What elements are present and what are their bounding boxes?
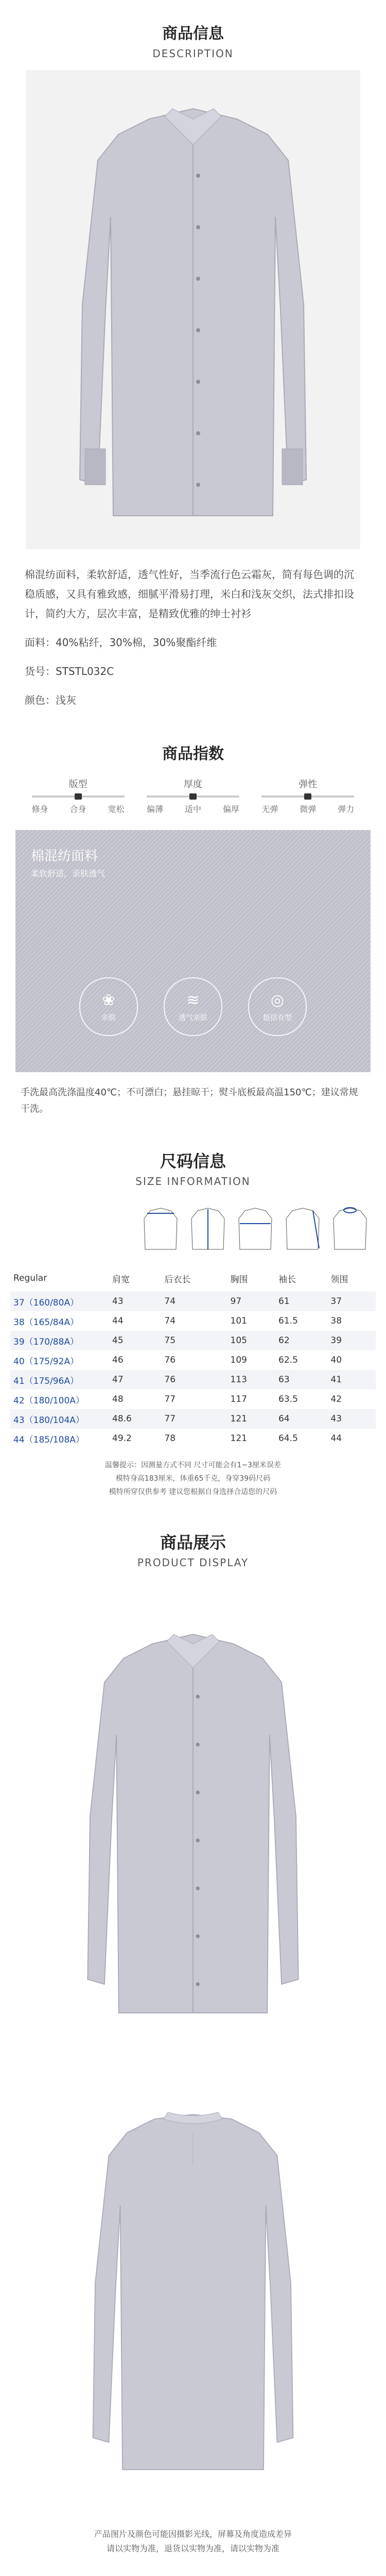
index-options xyxy=(147,803,239,815)
index-marker xyxy=(75,793,82,800)
index-option: 合身 xyxy=(69,804,86,814)
size-header-cell: 胸围 xyxy=(230,1274,248,1285)
index-option: 无弹 xyxy=(261,804,278,814)
index-bar xyxy=(147,795,239,798)
index-options xyxy=(32,803,125,815)
sleeve-measure-icon xyxy=(282,1203,323,1255)
size-value-cell: 76 xyxy=(164,1355,176,1365)
size-label-cell: 44（185/108A） xyxy=(13,1434,84,1445)
fabric-subtitle: 柔软舒适，亲肤透气 xyxy=(31,869,106,878)
shirt-illustration xyxy=(75,1615,311,2027)
indices-title: 商品指数 xyxy=(162,745,224,763)
size-value-cell: 43 xyxy=(327,1409,376,1429)
product-sku: 货号：STSTL032C xyxy=(25,665,114,677)
index-option: 弹力 xyxy=(338,804,355,814)
product-display-title: 商品展示 xyxy=(160,1533,226,1552)
size-value-cell: 62 xyxy=(275,1331,327,1350)
size-value-cell: 64 xyxy=(275,1409,327,1429)
size-label-cell: 41（175/96A） xyxy=(10,1370,109,1389)
size-value-cell: 77 xyxy=(164,1394,176,1404)
size-info-section xyxy=(0,1148,386,1499)
fabric-closeup-image xyxy=(15,830,371,1072)
badge-label: 挺括有型 xyxy=(263,1013,292,1022)
product-display-section xyxy=(0,1530,386,2556)
index-label: 版型 xyxy=(68,779,87,790)
size-info-header xyxy=(0,1148,386,1188)
index-bar xyxy=(32,795,125,798)
size-header-cell: Regular xyxy=(13,1273,47,1283)
index-option: 微弹 xyxy=(300,804,317,814)
display-note-line: 请以实物为准，退货以实物为准，请以实物为准 xyxy=(106,2544,279,2553)
index-option: 偏厚 xyxy=(222,804,239,814)
size-measure-icons xyxy=(0,1188,386,1255)
table-row xyxy=(10,1311,376,1331)
size-value-cell: 63 xyxy=(275,1370,327,1389)
size-value-cell: 105 xyxy=(227,1331,276,1350)
product-info-header xyxy=(0,0,386,60)
shirt-illustration xyxy=(72,88,314,531)
product-info-title: 商品信息 xyxy=(162,25,224,43)
shirt-image-display-front xyxy=(10,1589,376,2053)
size-label-cell: 40（175/92A） xyxy=(13,1356,79,1367)
index-marker xyxy=(304,793,311,800)
size-value-cell: 43 xyxy=(109,1292,161,1311)
table-row xyxy=(10,1370,376,1389)
wind-icon: ≋ 透气亲肤 xyxy=(164,977,222,1036)
size-value-cell: 47 xyxy=(109,1370,161,1389)
size-info-subtitle: SIZE INFORMATION xyxy=(135,1175,251,1188)
size-note-line: 模特所穿仅供参考 建议您根据自身选择合适您的尺码 xyxy=(109,1488,277,1496)
size-value-cell: 75 xyxy=(161,1331,227,1350)
size-value-cell: 121 xyxy=(230,1433,247,1444)
index-marker xyxy=(189,793,197,800)
smooth-icon: ◎ 挺括有型 xyxy=(248,977,307,1036)
display-disclaimer xyxy=(0,2506,386,2556)
size-label-cell: 39（170/88A） xyxy=(10,1331,109,1350)
size-value-cell: 77 xyxy=(161,1409,227,1429)
product-description xyxy=(0,549,386,710)
size-value-cell: 101 xyxy=(230,1316,247,1326)
size-value-cell: 46 xyxy=(112,1355,124,1365)
size-header-cell: 领围 xyxy=(330,1274,348,1285)
product-display-header xyxy=(0,1530,386,1569)
product-info-section xyxy=(0,0,386,710)
size-value-cell: 42 xyxy=(330,1394,342,1404)
shirt-back-illustration xyxy=(80,2092,306,2483)
table-row xyxy=(10,1331,376,1350)
size-value-cell: 63.5 xyxy=(278,1394,298,1404)
indices-row xyxy=(0,764,386,815)
size-header-cell: 袖长 xyxy=(278,1274,296,1285)
index-label: 厚度 xyxy=(183,779,202,790)
size-value-cell: 109 xyxy=(230,1355,247,1365)
size-value-cell: 97 xyxy=(227,1292,276,1311)
size-value-cell: 37 xyxy=(327,1292,376,1311)
index-option: 修身 xyxy=(31,804,48,814)
size-header-cell: 肩宽 xyxy=(112,1274,130,1285)
shirt-image-front xyxy=(26,70,360,549)
index-thickness xyxy=(147,777,239,815)
size-value-cell: 78 xyxy=(164,1433,176,1444)
index-option: 宽松 xyxy=(108,804,125,814)
size-info-title: 尺码信息 xyxy=(160,1151,226,1171)
size-value-cell: 76 xyxy=(161,1370,227,1389)
badge-label: 透气亲肤 xyxy=(179,1013,207,1022)
index-label: 弹性 xyxy=(299,779,318,790)
size-value-cell: 40 xyxy=(330,1355,342,1365)
size-header-cell: 后衣长 xyxy=(164,1274,191,1285)
display-note-line: 产品图片及颜色可能因摄影光线，屏幕及角度造成差异 xyxy=(94,2529,292,2539)
size-table xyxy=(10,1265,376,1448)
size-value-cell: 117 xyxy=(230,1394,247,1404)
size-value-cell: 61.5 xyxy=(278,1316,298,1326)
size-value-cell: 44 xyxy=(330,1433,342,1444)
fabric-badges xyxy=(15,977,371,1036)
fabric-title: 棉混纺面料 xyxy=(31,849,98,864)
table-row xyxy=(10,1350,376,1370)
product-info-subtitle: DESCRIPTION xyxy=(152,47,234,60)
size-value-cell: 41 xyxy=(327,1370,376,1389)
size-label-cell: 37（160/80A） xyxy=(10,1292,109,1311)
size-value-cell: 113 xyxy=(227,1370,276,1389)
shoulder-measure-icon xyxy=(140,1203,181,1255)
size-value-cell: 48 xyxy=(112,1394,124,1404)
index-options xyxy=(261,803,354,815)
size-value-cell: 45 xyxy=(109,1331,161,1350)
size-value-cell: 38 xyxy=(330,1316,342,1326)
product-color: 颜色：浅灰 xyxy=(25,694,76,706)
index-option: 偏薄 xyxy=(146,804,163,814)
size-notes xyxy=(0,1448,386,1499)
size-value-cell: 44 xyxy=(112,1316,124,1326)
size-value-cell: 74 xyxy=(164,1316,176,1326)
shirt-image-display-back xyxy=(10,2069,376,2506)
index-option: 适中 xyxy=(184,804,201,814)
leaf-icon: ❀ 亲肤 xyxy=(79,977,138,1036)
size-note-line: 模特身高183厘米，体重65千克，身穿39码尺码 xyxy=(115,1475,271,1483)
collar-measure-icon xyxy=(329,1203,371,1255)
size-label-cell: 38（165/84A） xyxy=(13,1317,79,1328)
care-instructions: 手洗最高洗涤温度40℃；不可漂白；悬挂晾干；熨斗底板最高温150℃；建议常规干洗。 xyxy=(21,1087,358,1114)
product-indices-section xyxy=(0,741,386,815)
fabric-composition: 面料：40%粘纤，30%棉，30%聚酯纤维 xyxy=(25,636,217,649)
table-row xyxy=(10,1429,376,1448)
badge-label: 亲肤 xyxy=(101,1013,116,1022)
size-value-cell: 121 xyxy=(227,1409,276,1429)
size-value-cell: 61 xyxy=(275,1292,327,1311)
index-bar xyxy=(261,795,354,798)
table-row xyxy=(10,1292,376,1311)
size-value-cell: 48.6 xyxy=(109,1409,161,1429)
size-label-cell: 42（180/100A） xyxy=(13,1395,84,1406)
description-text: 棉混纺面料，柔软舒适，透气性好，当季流行色云霜灰，简有每色调的沉稳质感，又具有雅致感，细腻平滑易打理，米白和浅灰交织，法式排扣设计，简约大方，层次丰富，是精致优雅的绅士衬衫 xyxy=(25,568,354,620)
size-value-cell: 74 xyxy=(161,1292,227,1311)
table-row xyxy=(10,1389,376,1409)
product-display-subtitle: PRODUCT DISPLAY xyxy=(137,1556,249,1569)
index-elasticity xyxy=(261,777,354,815)
size-value-cell: 62.5 xyxy=(278,1355,298,1365)
chest-measure-icon xyxy=(235,1203,276,1255)
index-fit xyxy=(32,777,125,815)
size-value-cell: 49.2 xyxy=(112,1433,132,1444)
size-note-line: 温馨提示：因测量方式不同 尺寸可能会有1~3厘米误差 xyxy=(105,1461,281,1469)
size-value-cell: 39 xyxy=(327,1331,376,1350)
size-label-cell: 43（180/104A） xyxy=(10,1409,109,1429)
length-measure-icon xyxy=(187,1203,229,1255)
size-table-header xyxy=(10,1265,376,1292)
table-row xyxy=(10,1409,376,1429)
size-value-cell: 64.5 xyxy=(278,1433,298,1444)
